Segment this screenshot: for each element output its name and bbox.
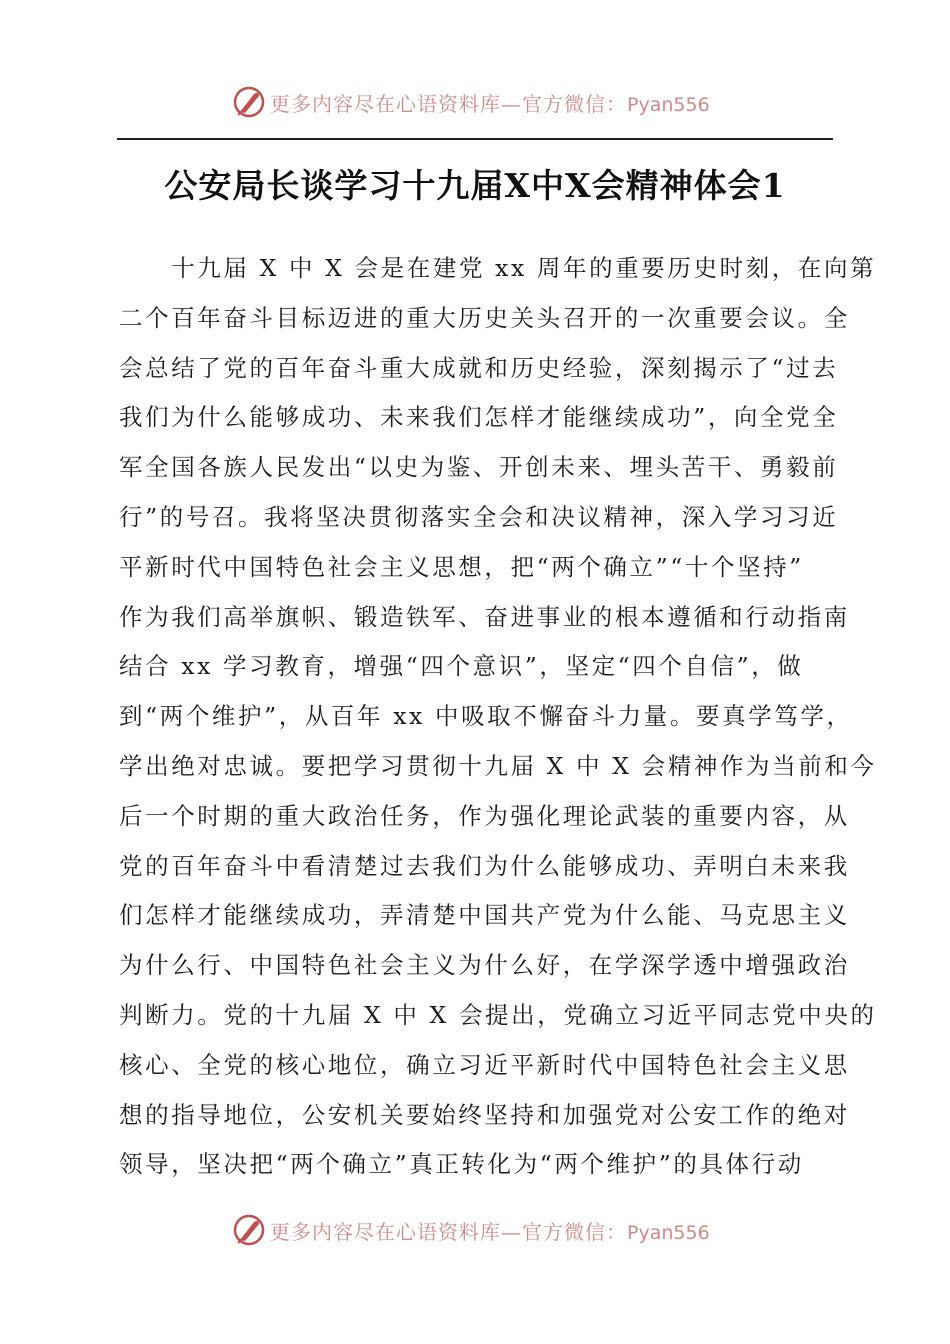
- paragraph-line: 平新时代中国特色社会主义思想，把“两个确立”“十个坚持”: [119, 552, 804, 581]
- header-banner-text: 更多内容尽在心语资料库—官方微信：Pyan556: [270, 91, 710, 116]
- footer-wechat-id: Pyan556: [627, 1221, 710, 1244]
- paragraph-line: 为什么行、中国特色社会主义为什么好，在学深学透中增强政治: [119, 951, 850, 980]
- paragraph-line: 学出绝对忠诚。要把学习贯彻十九届 X 中 X 会精神作为当前和今: [119, 751, 877, 780]
- footer-banner-text: 更多内容尽在心语资料库—官方微信：Pyan556: [270, 1219, 710, 1244]
- paragraph-line: 我们为什么能够成功、未来我们怎样才能继续成功”，向全党全: [119, 403, 839, 432]
- paragraph-line: 们怎样才能继续成功，弄清楚中国共产党为什么能、马克思主义: [119, 901, 850, 930]
- paragraph-line: 十九届 X 中 X 会是在建党 xx 周年的重要历史时刻，在向第: [119, 254, 877, 282]
- quill-logo-icon: [232, 1213, 266, 1247]
- paragraph-line: 判断力。党的十九届 X 中 X 会提出，党确立习近平同志党中央的: [119, 1000, 877, 1029]
- header-banner: [0, 80, 950, 124]
- paragraph-line: 到“两个维护”，从百年 xx 中吸取不懈奋斗力量。要真学笃学，: [119, 702, 853, 731]
- paragraph-line: 想的指导地位，公安机关要始终坚持和加强党对公安工作的绝对: [119, 1100, 850, 1129]
- quill-logo-icon: [232, 85, 266, 119]
- document-body: [119, 244, 877, 1190]
- paragraph-line: 会总结了党的百年奋斗重大成就和历史经验，深刻揭示了“过去: [119, 353, 839, 382]
- paragraph-line: 领导，坚决把“两个确立”真正转化为“两个维护”的具体行动: [119, 1150, 804, 1179]
- footer-banner: [0, 1208, 950, 1252]
- paragraph-line: 后一个时期的重大政治任务，作为强化理论武装的重要内容，从: [119, 801, 850, 830]
- paragraph-line: 核心、全党的核心地位，确立习近平新时代中国特色社会主义思: [119, 1050, 850, 1079]
- document-title: 公安局长谈学习十九届X中X会精神体会1: [164, 166, 786, 205]
- paragraph-line: 二个百年奋斗目标迈进的重大历史关头召开的一次重要会议。全: [119, 303, 850, 332]
- paragraph-line: 作为我们高举旗帜、锻造铁军、奋进事业的根本遵循和行动指南: [119, 602, 850, 631]
- paragraph-line: 结合 xx 学习教育，增强“四个意识”，坚定“四个自信”，做: [119, 652, 804, 681]
- paragraph-line: 军全国各族人民发出“以史为鉴、开创未来、埋头苦干、勇毅前: [119, 453, 839, 482]
- header-wechat-id: Pyan556: [627, 93, 710, 116]
- header-divider: [117, 138, 833, 140]
- paragraph-line: 行”的号召。我将坚决贯彻落实全会和决议精神，深入学习习近: [119, 502, 839, 531]
- paragraph-line: 党的百年奋斗中看清楚过去我们为什么能够成功、弄明白未来我: [119, 851, 850, 880]
